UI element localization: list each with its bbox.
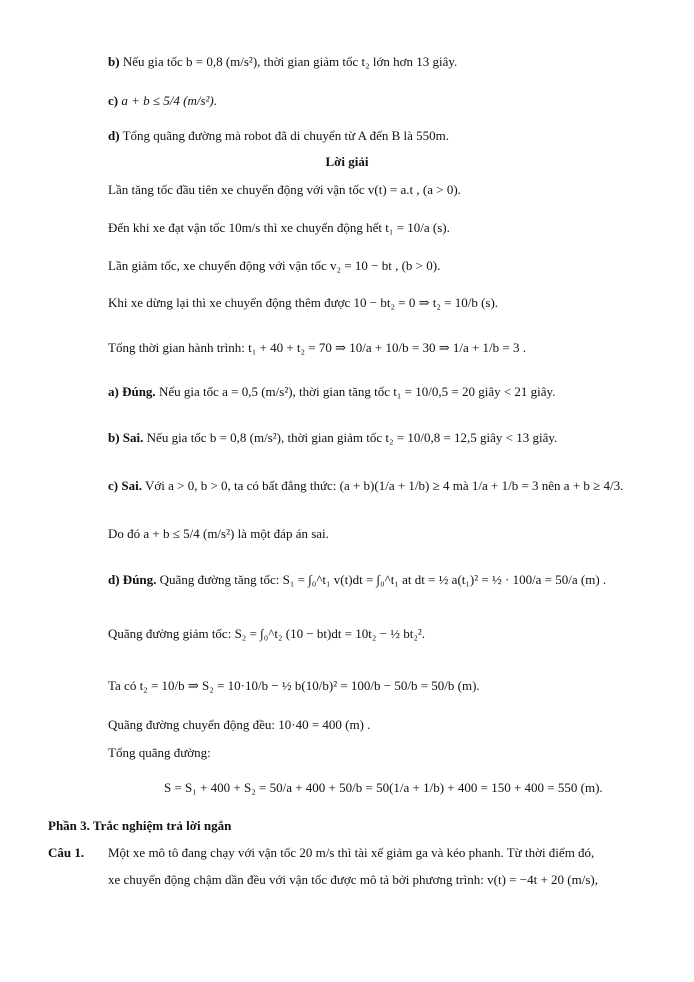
total-label: Tổng quãng đường: [108, 745, 211, 760]
solution-title: Lời giải [325, 154, 369, 169]
option-d-label: d) [108, 128, 120, 143]
option-b [108, 54, 457, 71]
solution-line-3: Lần giảm tốc, xe chuyển động với vận tốc v₂ = 10 − bt , (b > 0). [108, 258, 441, 273]
answer-c [108, 478, 623, 495]
question-1-line-1: Một xe mô tô đang chạy với vận tốc 20 m/s thì tài xế giảm ga và kéo phanh. Từ thời điểm đó, [108, 845, 595, 860]
option-c [108, 93, 217, 110]
option-c-label: c) [108, 93, 119, 108]
answer-a-text: Nếu gia tốc a = 0,5 (m/s²), thời gian tăng tốc t₁ = 10/0,5 = 20 giây < 21 giây. [158, 384, 556, 399]
decel-calc: Ta có t₂ = 10/b ⇒ S₂ = 10·10/b − ½ b(10/b)² = 100/b − 50/b = 50/b (m). [108, 678, 480, 693]
solution-line-2: Đến khi xe đạt vận tốc 10m/s thì xe chuyển động hết t₁ = 10/a (s). [108, 220, 450, 235]
answer-a [108, 384, 555, 401]
decel-distance: Quãng đường giảm tốc: S₂ = ∫₀^t₂ (10 − bt)dt = 10t₂ − ½ bt₂². [108, 626, 426, 641]
answer-d-verdict: d) Đúng. [108, 572, 157, 587]
answer-c-verdict: c) Sai. [108, 478, 142, 493]
question-1-label: Câu 1. [48, 845, 85, 860]
option-b-text: Nếu gia tốc b = 0,8 (m/s²), thời gian giảm tốc t₂ lớn hơn 13 giây. [122, 54, 458, 69]
answer-a-verdict: a) Đúng. [108, 384, 156, 399]
part3-title: Phần 3. Trắc nghiệm trả lời ngắn [48, 818, 232, 833]
question-1-line-2: xe chuyển động chậm dần đều với vận tốc được mô tả bởi phương trình: v(t) = −4t + 20 (m/s), [108, 872, 598, 887]
total-formula: S = S₁ + 400 + S₂ = 50/a + 400 + 50/b = 50(1/a + 1/b) + 400 = 150 + 400 = 550 (m). [164, 780, 603, 795]
uniform-distance: Quãng đường chuyển động đều: 10·40 = 400 (m) . [108, 717, 371, 732]
answer-d-text: Quãng đường tăng tốc: S₁ = ∫₀^t₁ v(t)dt = ∫₀^t₁ at dt = ½ a(t₁)² = ½ · 100/a = 50/a (m) . [159, 572, 607, 587]
solution-line-1: Lần tăng tốc đầu tiên xe chuyển động với vận tốc v(t) = a.t , (a > 0). [108, 182, 461, 197]
option-d-text: Tổng quãng đường mà robot đã di chuyển từ A đến B là 550m. [122, 128, 449, 143]
option-b-label: b) [108, 54, 120, 69]
answer-c-text: Với a > 0, b > 0, ta có bất đẳng thức: (a + b)(1/a + 1/b) ≥ 4 mà 1/a + 1/b = 3 nên a + b ≥ 4/3. [144, 478, 624, 493]
solution-line-5: Tổng thời gian hành trình: t₁ + 40 + t₂ = 70 ⇒ 10/a + 10/b = 30 ⇒ 1/a + 1/b = 3 . [108, 340, 526, 355]
option-d [108, 128, 449, 145]
solution-line-4: Khi xe dừng lại thì xe chuyển động thêm được 10 − bt₂ = 0 ⇒ t₂ = 10/b (s). [108, 295, 499, 310]
answer-d [108, 572, 606, 589]
answer-b [108, 430, 557, 447]
option-c-math: a + b ≤ 5/4 (m/s²). [121, 93, 217, 108]
answer-b-verdict: b) Sai. [108, 430, 144, 445]
answer-b-text: Nếu gia tốc b = 0,8 (m/s²), thời gian giảm tốc t₂ = 10/0,8 = 12,5 giây < 13 giây. [146, 430, 558, 445]
answer-c-note: Do đó a + b ≤ 5/4 (m/s²) là một đáp án sai. [108, 526, 329, 541]
